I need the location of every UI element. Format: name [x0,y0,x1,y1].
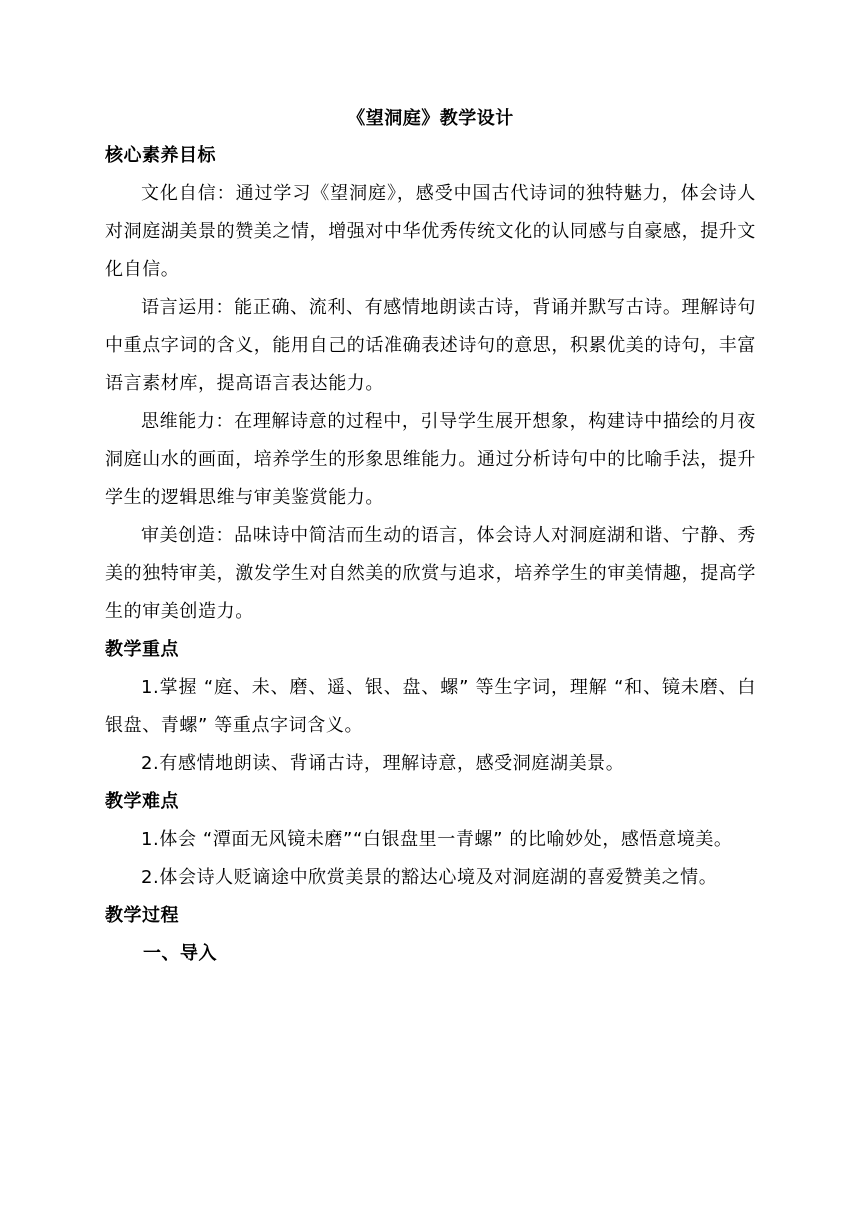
paragraph-thinking-ability: 思维能力：在理解诗意的过程中，引导学生展开想象，构建诗中描绘的月夜洞庭山水的画面，培养学生的形象思维能力。通过分析诗句中的比喻手法，提升学生的逻辑思维与审美鉴赏能力。 [105,411,756,508]
paragraph-difficulty-2: 2.体会诗人贬谪途中欣赏美景的豁达心境及对洞庭湖的喜爱赞美之情。 [141,867,718,888]
section-heading-difficulties: 教学难点 [105,791,179,812]
section-difficulties [105,783,756,897]
section-heading-core-goals: 核心素养目标 [105,145,216,166]
paragraph-cultural-confidence: 文化自信：通过学习《望洞庭》，感受中国古代诗词的独特魅力，体会诗人对洞庭湖美景的赞美之情，增强对中华优秀传统文化的认同感与自豪感，提升文化自信。 [105,183,756,280]
section-teaching-process [105,897,756,973]
document-title: 《望洞庭》教学设计 [347,108,514,129]
section-key-points [105,631,756,783]
section-heading-teaching-process: 教学过程 [105,905,179,926]
paragraph-language-use: 语言运用：能正确、流利、有感情地朗读古诗，背诵并默写古诗。理解诗句中重点字词的含义，能用自己的话准确表述诗句的意思，积累优美的诗句，丰富语言素材库，提高语言表达能力。 [105,297,756,394]
paragraph-aesthetic-creation: 审美创造：品味诗中简洁而生动的语言，体会诗人对洞庭湖和谐、宁静、秀美的独特审美，激发学生对自然美的欣赏与追求，培养学生的审美情趣，提高学生的审美创造力。 [105,525,756,622]
subheading-introduction: 一、导入 [143,943,217,964]
section-core-goals [105,137,756,631]
paragraph-key-point-1: 1.掌握 “庭、未、磨、遥、银、盘、螺” 等生字词，理解 “和、镜未磨、白银盘、青螺” 等重点字词含义。 [105,677,756,736]
paragraph-difficulty-1: 1.体会 “潭面无风镜未磨”“白银盘里一青螺” 的比喻妙处，感悟意境美。 [141,829,733,850]
paragraph-key-point-2: 2.有感情地朗读、背诵古诗，理解诗意，感受洞庭湖美景。 [141,753,625,774]
section-heading-key-points: 教学重点 [105,639,179,660]
